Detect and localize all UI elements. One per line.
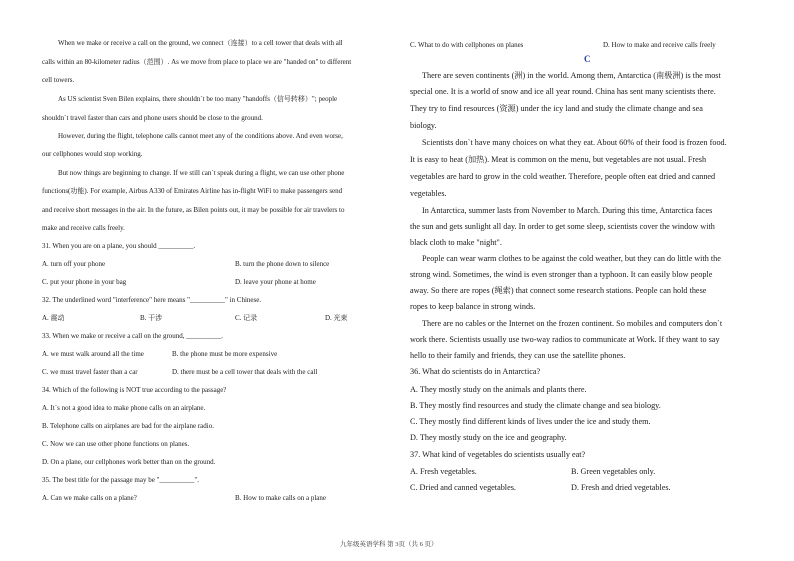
question-36-stem: 36. What do scientists do in Antarctica? <box>410 367 541 376</box>
q33-option-b: B. the phone must be more expensive <box>172 350 278 358</box>
question-37-stem: 37. What kind of vegetables do scientists usually eat? <box>410 450 586 459</box>
passage-line: As US scientist Sven Bilen explains, there shouldn`t be too many "handoffs（信号转移）"; people <box>58 95 338 103</box>
passage-line: our cellphones would stop working. <box>42 150 143 158</box>
passage-line: ropes to keep balance in strong winds. <box>410 302 536 311</box>
passage-line: People can wear warm clothes to be against the cold weather, but they can do little with the <box>422 254 721 263</box>
q36-option-d: D. They mostly study on the ice and geography. <box>410 433 567 442</box>
q33-option-c: C. we must travel faster than a car <box>42 368 138 376</box>
q36-option-c: C. They mostly find different kinds of lives under the ice and study them. <box>410 417 651 426</box>
q35-option-c: C. What to do with cellphones on planes <box>410 41 524 49</box>
q33-option-a: A. we must walk around all the time <box>42 350 144 358</box>
question-33-stem: 33. When we make or receive a call on the ground, __________. <box>42 332 224 340</box>
q31-option-d: D. leave your phone at home <box>235 278 316 286</box>
q34-option-a: A. It`s not a good idea to make phone calls on an airplane. <box>42 404 206 412</box>
passage-line: away. So there are ropes (绳索) that connect some research stations. People can hold these <box>410 286 707 295</box>
q36-option-b: B. They mostly find resources and study the climate change and sea biology. <box>410 401 661 410</box>
q34-option-c: C. Now we can use other phone functions on planes. <box>42 440 190 448</box>
passage-line: When we make or receive a call on the ground, we connect（连接）to a cell tower that deals with all <box>58 39 343 47</box>
passage-line: biology. <box>410 121 437 130</box>
passage-line: work there. Scientists usually use two-way radios to communicate at Work. If they want to say <box>410 335 720 344</box>
passage-line: But now things are beginning to change. If we still can`t speak during a flight, we can use other phone <box>58 169 345 177</box>
q31-option-a: A. turn off your phone <box>42 260 106 268</box>
passage-line: and receive short messages in the air. In the future, as Bilen points out, it may be possible for air travelers to <box>42 206 345 214</box>
passage-line: Scientists don`t have many choices on what they eat. About 60% of their food is frozen food. <box>422 138 727 147</box>
passage-line: the sun and gets sunlight all day. In order to get some sleep, scientists cover the window with <box>410 222 715 231</box>
q35-option-d: D. How to make and receive calls freely <box>603 41 716 49</box>
passage-line: functions(功能). For example, Airbus A330 of Emirates Airline has in-flight WiFi to make passengers send <box>42 187 343 195</box>
passage-line: hello to their family and friends, they can use the satellite phones. <box>410 351 626 360</box>
passage-line: It is easy to heat (加热). Meat is common on the menu, but vegetables are not usual. Fresh <box>410 155 707 164</box>
q37-option-d: D. Fresh and dried vegetables. <box>571 483 671 492</box>
q36-option-a: A. They mostly study on the animals and plants there. <box>410 385 587 394</box>
q32-option-b: B. 干涉 <box>140 314 163 322</box>
section-label: C <box>584 54 591 64</box>
question-34-stem: 34. Which of the following is NOT true according to the passage? <box>42 386 227 394</box>
passage-line: cell towers. <box>42 76 75 84</box>
q35-option-b: B. How to make calls on a plane <box>235 494 326 502</box>
passage-line: special one. It is a world of snow and ice all year round. China has sent many scientists there. <box>410 87 716 96</box>
q35-option-a: A. Can we make calls on a plane? <box>42 494 137 502</box>
passage-line: black cloth to make "night". <box>410 238 502 247</box>
passage-line: make and receive calls freely. <box>42 224 125 232</box>
question-32-stem: 32. The underlined word "interference" here means "__________" in Chinese. <box>42 296 262 304</box>
question-31-stem: 31. When you are on a plane, you should __________. <box>42 242 196 250</box>
passage-line: calls within an 80-kilometer radius（范围）. As we move from place to place we are "handed on" to different <box>42 58 352 66</box>
q32-option-d: D. 光束 <box>325 314 348 322</box>
passage-line: shouldn`t travel faster than cars and phone users should be close to the ground. <box>42 114 263 122</box>
q32-option-c: C. 记录 <box>235 314 258 322</box>
q34-option-d: D. On a plane, our cellphones work better than on the ground. <box>42 458 216 466</box>
passage-line: vegetables are hard to grow in the cold weather. Therefore, people often eat dried and canned <box>410 172 716 181</box>
q31-option-c: C. put your phone in your bag <box>42 278 127 286</box>
q37-option-b: B. Green vegetables only. <box>571 467 656 476</box>
q37-option-c: C. Dried and canned vegetables. <box>410 483 516 492</box>
q37-option-a: A. Fresh vegetables. <box>410 467 477 476</box>
passage-line: In Antarctica, summer lasts from November to March. During this time, Antarctica faces <box>422 206 713 215</box>
q33-option-d: D. there must be a cell tower that deals with the call <box>172 368 318 376</box>
q31-option-b: B. turn the phone down to silence <box>235 260 330 268</box>
page-footer: 九年级英语学科 第 3页（共 6 页） <box>340 541 438 548</box>
passage-line: They try to find resources (资源) under the icy land and study the climate change and sea <box>410 104 703 113</box>
passage-line: vegetables. <box>410 189 447 198</box>
passage-line: However, during the flight, telephone calls cannot meet any of the conditions above. And even worse, <box>58 132 343 140</box>
passage-line: There are seven continents (洲) in the world. Among them, Antarctica (南极洲) is the most <box>422 71 721 80</box>
q34-option-b: B. Telephone calls on airplanes are bad for the airplane radio. <box>42 422 214 430</box>
q32-option-a: A. 震动 <box>42 314 65 322</box>
passage-line: There are no cables or the Internet on the frozen continent. So mobiles and computers don`t <box>422 319 723 328</box>
passage-line: strong wind. Sometimes, the wind is even stronger than a typhoon. It can easily blow people <box>410 270 713 279</box>
question-35-stem: 35. The best title for the passage may be "__________". <box>42 476 200 484</box>
